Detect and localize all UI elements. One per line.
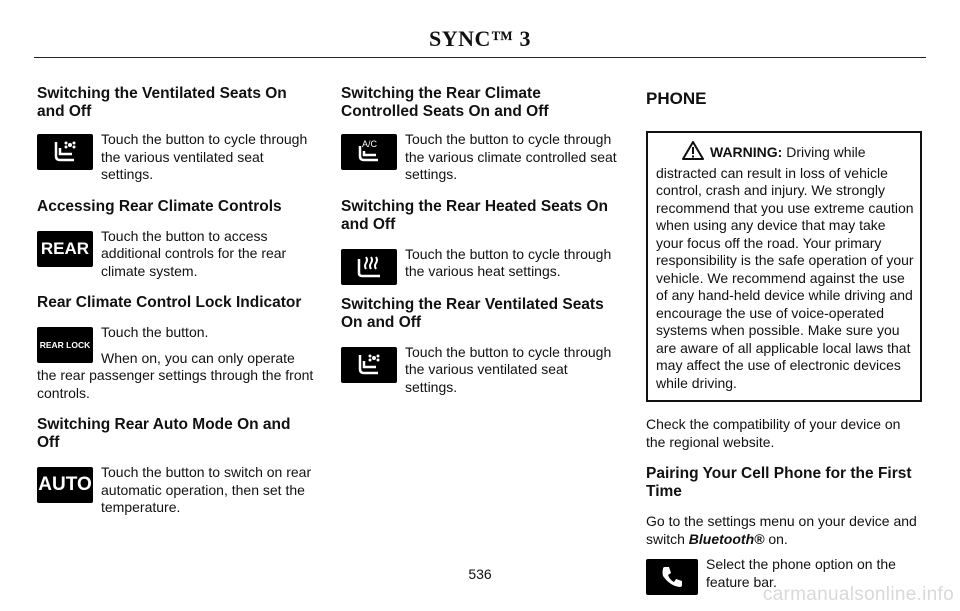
section-text: Touch the button to cycle through the various heat settings. (405, 245, 612, 279)
page-header-title: SYNC™ 3 (429, 26, 531, 51)
ventilated-seat-icon (37, 134, 93, 170)
column-2 (341, 85, 621, 396)
header-divider (34, 57, 926, 58)
section-text: Touch the button. (101, 324, 209, 340)
section-heading: Switching Rear Auto Mode On and Off (37, 416, 291, 451)
section-heading: Switching the Rear Heated Seats On and Off (341, 197, 609, 233)
pairing-text-start: Go to the settings menu on your device and switch (646, 513, 917, 547)
phone-section-title: PHONE (646, 89, 707, 108)
page-number: 536 (468, 566, 492, 582)
pairing-text-end: on. (764, 530, 788, 547)
section-item (37, 324, 317, 402)
column-1 (37, 85, 317, 517)
section-heading: Rear Climate Control Lock Indicator (37, 294, 302, 311)
rear-icon (37, 231, 93, 267)
rear-icon-label: REAR (40, 238, 90, 258)
section-text: Touch the button to cycle through the various ventilated seat settings. (405, 343, 612, 395)
rear-lock-icon (37, 327, 93, 363)
section-text: Touch the button to switch on rear automatic operation, then set the temperature. (101, 464, 312, 515)
warning-label: WARNING: (710, 144, 783, 160)
section-text: Touch the button to access additional controls for the rear climate system. (101, 227, 287, 279)
rear-lock-icon-label: REAR LOCK (39, 340, 91, 350)
pairing-heading: Pairing Your Cell Phone for the First Time (646, 465, 912, 500)
section-heading: Switching the Rear Ventilated Seats On and Off (341, 295, 604, 331)
warning-box (646, 131, 922, 402)
ventilated-seat-icon (341, 347, 397, 383)
section-text: Touch the button to cycle through the various climate controlled seat settings. (405, 131, 617, 182)
auto-icon (37, 467, 93, 503)
watermark: carmanualsonline.info (762, 584, 954, 605)
section-heading: Switching the Rear Climate Controlled Seats On and Off (341, 85, 549, 120)
section-item (37, 228, 317, 281)
section-item (341, 344, 621, 397)
column-3 (646, 85, 922, 592)
pairing-text (646, 513, 922, 548)
climate-seat-icon (341, 134, 397, 170)
section-item (341, 131, 621, 184)
section-text-continued: When on, you can only operate the rear passenger settings through the front controls. (37, 349, 314, 401)
compatibility-text: Check the compatibility of your device on the regional website. (646, 416, 901, 450)
phone-option-text: Select the phone option on the feature bar. (706, 556, 896, 590)
section-item (37, 464, 317, 517)
auto-icon-label: AUTO (38, 474, 92, 495)
bluetooth-brand-text: Bluetooth® (688, 530, 765, 547)
section-item (341, 246, 621, 282)
section-item (37, 131, 317, 184)
section-text: Touch the button to cycle through the various ventilated seat settings. (101, 131, 308, 182)
heated-seat-icon (341, 249, 397, 285)
section-heading: Accessing Rear Climate Controls (37, 197, 282, 215)
climate-seat-icon-label: A/C (362, 139, 378, 149)
warning-triangle-icon (682, 141, 704, 165)
warning-text: Driving while distracted can result in loss of vehicle control, crash and injury. We strongly recommend that you use extreme caution when using any device that may take your focus off the road. Your primary responsibility is the safe operation of your vehicle. We recommend against the use of any hand-held device while driving and encourage the use of voice-operated systems when possible. Make sure you are aware of all applicable local laws that may affect the use of electronic devices while driving. (656, 144, 914, 391)
section-heading: Switching the Ventilated Seats On and Off (37, 85, 287, 120)
